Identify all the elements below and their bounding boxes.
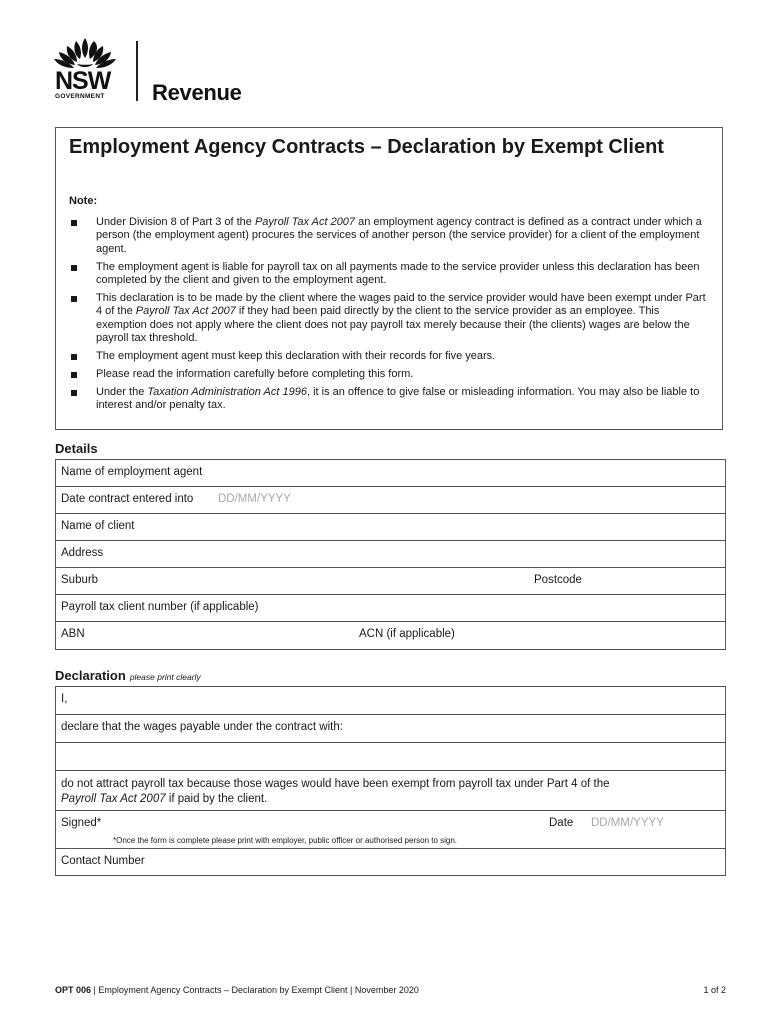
- client-name-label: Name of client: [61, 520, 135, 532]
- logo-divider: [136, 41, 138, 101]
- declarant-name-field[interactable]: [56, 687, 725, 715]
- bullet-icon: [71, 220, 77, 226]
- declaration-table: [55, 686, 726, 876]
- bullet-icon: [71, 354, 77, 360]
- payroll-number-field[interactable]: [56, 595, 725, 622]
- date-contract-label: Date contract entered into: [61, 493, 194, 505]
- exempt-text: do not attract payroll tax because those wages would have been exempt from payroll tax under Part 4 of the Payroll Tax Act 2007 if paid by the client.: [61, 778, 610, 805]
- form-title: Employment Agency Contracts – Declaration by Exempt Client: [69, 136, 664, 158]
- signed-note: *Once the form is complete please print with employer, public officer or authorised person to sign.: [113, 836, 458, 845]
- abn-acn-field[interactable]: [56, 622, 725, 649]
- bullet-icon: [71, 296, 77, 302]
- suburb-field[interactable]: [56, 568, 725, 595]
- contract-party-field[interactable]: [56, 743, 725, 771]
- declaration-subheading: please print clearly: [129, 672, 201, 682]
- date-label: Date: [549, 817, 574, 829]
- page-number: 1 of 2: [703, 985, 726, 995]
- declare-text-row: [56, 715, 725, 743]
- contact-label: Contact Number: [61, 855, 145, 867]
- note-label: Note:: [69, 195, 98, 207]
- bullet-icon: [71, 390, 77, 396]
- note-item: Please read the information carefully before completing this form.: [69, 368, 709, 381]
- exempt-text-row: [56, 771, 725, 811]
- details-table: [55, 459, 726, 650]
- declaration-heading: Declaration please print clearly: [55, 668, 201, 683]
- waratah-logo-icon: [52, 36, 118, 70]
- page-header: [52, 36, 372, 106]
- contact-number-field[interactable]: [56, 849, 725, 875]
- bullet-icon: [71, 265, 77, 271]
- declare-text: declare that the wages payable under the contract with:: [61, 721, 343, 733]
- note-item: The employment agent must keep this declaration with their records for five years.: [69, 350, 709, 363]
- revenue-logo-text: Revenue: [152, 80, 242, 105]
- employment-agent-label: Name of employment agent: [61, 466, 203, 478]
- government-logo-text: GOVERNMENT: [55, 93, 105, 100]
- client-name-field[interactable]: [56, 514, 725, 541]
- footer-text: | Employment Agency Contracts – Declaration by Exempt Client | November 2020: [93, 985, 419, 995]
- note-item: Under Division 8 of Part 3 of the Payroll Tax Act 2007 an employment agency contract is defined as a contract under which a person (the employment agent) procures the services of another person (the service provider) for a client of the employment agent.: [69, 216, 709, 256]
- abn-label: ABN: [61, 628, 85, 640]
- nsw-logo-text: NSW: [55, 67, 111, 95]
- bullet-icon: [71, 372, 77, 378]
- declarant-label: I,: [61, 693, 68, 705]
- employment-agent-field[interactable]: [56, 460, 725, 487]
- address-label: Address: [61, 547, 104, 559]
- details-heading: Details: [55, 441, 98, 456]
- date-contract-field[interactable]: [56, 487, 725, 514]
- payroll-number-label: Payroll tax client number (if applicable): [61, 601, 259, 613]
- signed-label: Signed*: [61, 817, 102, 829]
- suburb-label: Suburb: [61, 574, 99, 586]
- note-item: Under the Taxation Administration Act 1996, it is an offence to give false or misleading information. You may also be liable to interest and/or penalty tax.: [69, 386, 709, 413]
- form-code: OPT 006: [55, 985, 92, 995]
- postcode-label: Postcode: [534, 574, 582, 586]
- page-footer: [55, 985, 726, 995]
- intro-box: [55, 127, 723, 430]
- acn-label: ACN (if applicable): [359, 628, 455, 640]
- notes-list: [69, 216, 709, 417]
- note-item: The employment agent is liable for payroll tax on all payments made to the service provider unless this declaration has been completed by the client and given to the employment agent.: [69, 261, 709, 288]
- date-placeholder: DD/MM/YYYY: [591, 817, 664, 829]
- signature-row[interactable]: [56, 811, 725, 849]
- note-item: This declaration is to be made by the client where the wages paid to the service provider would have been exempt under Part 4 of the Payroll Tax Act 2007 if they had been paid directly by the client to the service provider as an employee. This exemption does not apply where the client does not pay payroll tax merely because their (the clients) wages are below the payroll tax threshold.: [69, 292, 709, 346]
- address-field[interactable]: [56, 541, 725, 568]
- date-contract-placeholder: DD/MM/YYYY: [218, 493, 291, 505]
